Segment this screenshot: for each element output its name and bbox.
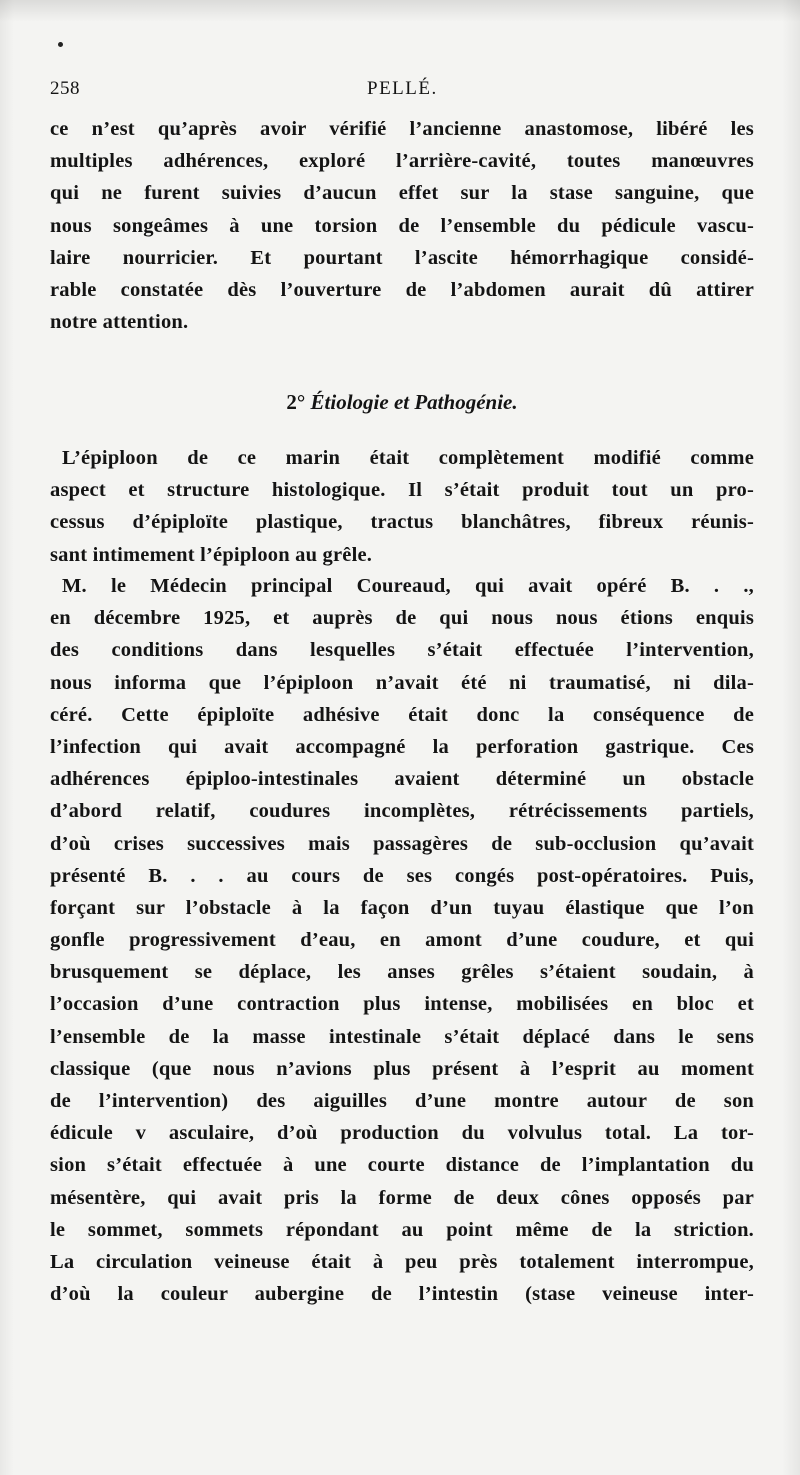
section-title: Étiologie et Pathogénie. [310,390,518,414]
text-line: d’où crises successives mais passagères de sub-occlusion qu’avait [50,832,754,855]
text-line: présenté B. . . au cours de ses congés post-opératoires. Puis, [50,864,754,887]
text-line: qui ne furent suivies d’aucun effet sur la stase sanguine, que [50,182,754,205]
text-line: sion s’était effectuée à une courte distance de l’implantation du [50,1154,754,1177]
text-line: brusquement se déplace, les anses grêles s’étaient soudain, à [50,961,754,984]
text-line: L’épiploon de ce marin était complètement modifié comme [62,447,754,469]
text-line: multiples adhérences, exploré l’arrière-cavité, toutes manœuvres [50,150,754,173]
text-line: rable constatée dès l’ouverture de l’abdomen aurait dû attirer [50,278,754,301]
text-line: l’infection qui avait accompagné la perforation gastrique. Ces [50,735,754,758]
running-title: PELLÉ. [367,78,438,99]
section-number: 2° [286,390,306,414]
section-heading [50,390,754,415]
text-line: de l’intervention) des aiguilles d’une montre autour de son [50,1090,754,1112]
text-line: notre attention. [50,311,189,334]
text-line: céré. Cette épiploïte adhésive était donc la conséquence de [50,703,754,726]
text-line: nous songeâmes à une torsion de l’ensemble du pédicule vascu- [50,214,754,237]
text-line: d’abord relatif, coudures incomplètes, rétrécissements partiels, [50,800,754,823]
text-line: des conditions dans lesquelles s’était effectuée l’intervention, [50,639,754,662]
text-line: laire nourricier. Et pourtant l’ascite hémorrhagique considé- [50,246,754,269]
text-line: édicule v asculaire, d’où production du volvulus total. La tor- [50,1122,754,1145]
text-line: mésentère, qui avait pris la forme de deux cônes opposés par [50,1186,754,1209]
text-line: nous informa que l’épiploon n’avait été ni traumatisé, ni dila- [50,671,754,694]
text-line: d’où la couleur aubergine de l’intestin (stase veineuse inter- [50,1283,754,1306]
text-line: classique (que nous n’avions plus présent à l’esprit au moment [50,1057,754,1080]
running-head [50,72,750,104]
text-line: le sommet, sommets répondant au point même de la striction. [50,1218,754,1241]
text-line: La circulation veineuse était à peu près totalement interrompue, [50,1250,754,1273]
text-line: aspect et structure histologique. Il s’était produit tout un pro- [50,479,754,502]
text-line: forçant sur l’obstacle à la façon d’un tuyau élastique que l’on [50,896,754,919]
paragraph-1 [50,113,754,338]
text-line: ce n’est qu’après avoir vérifié l’ancienne anastomose, libéré les [50,118,754,140]
ink-speck [58,42,63,47]
text-line: adhérences épiploo-intestinales avaient déterminé un obstacle [50,768,754,791]
text-line: sant intimement l’épiploon au grêle. [50,543,373,566]
text-line: cessus d’épiploïte plastique, tractus blanchâtres, fibreux réunis- [50,511,754,534]
text-line: M. le Médecin principal Coureaud, qui avait opéré B. . ., [62,575,754,597]
text-line: l’ensemble de la masse intestinale s’était déplacé dans le sens [50,1025,754,1048]
paragraph-2 [50,442,754,571]
paragraph-3 [50,570,754,1310]
text-line: l’occasion d’une contraction plus intense, mobilisées en bloc et [50,993,754,1016]
text-line: en décembre 1925, et auprès de qui nous nous étions enquis [50,607,754,630]
page-number: 258 [50,78,80,99]
text-line: gonfle progressivement d’eau, en amont d’une coudure, et qui [50,929,754,952]
